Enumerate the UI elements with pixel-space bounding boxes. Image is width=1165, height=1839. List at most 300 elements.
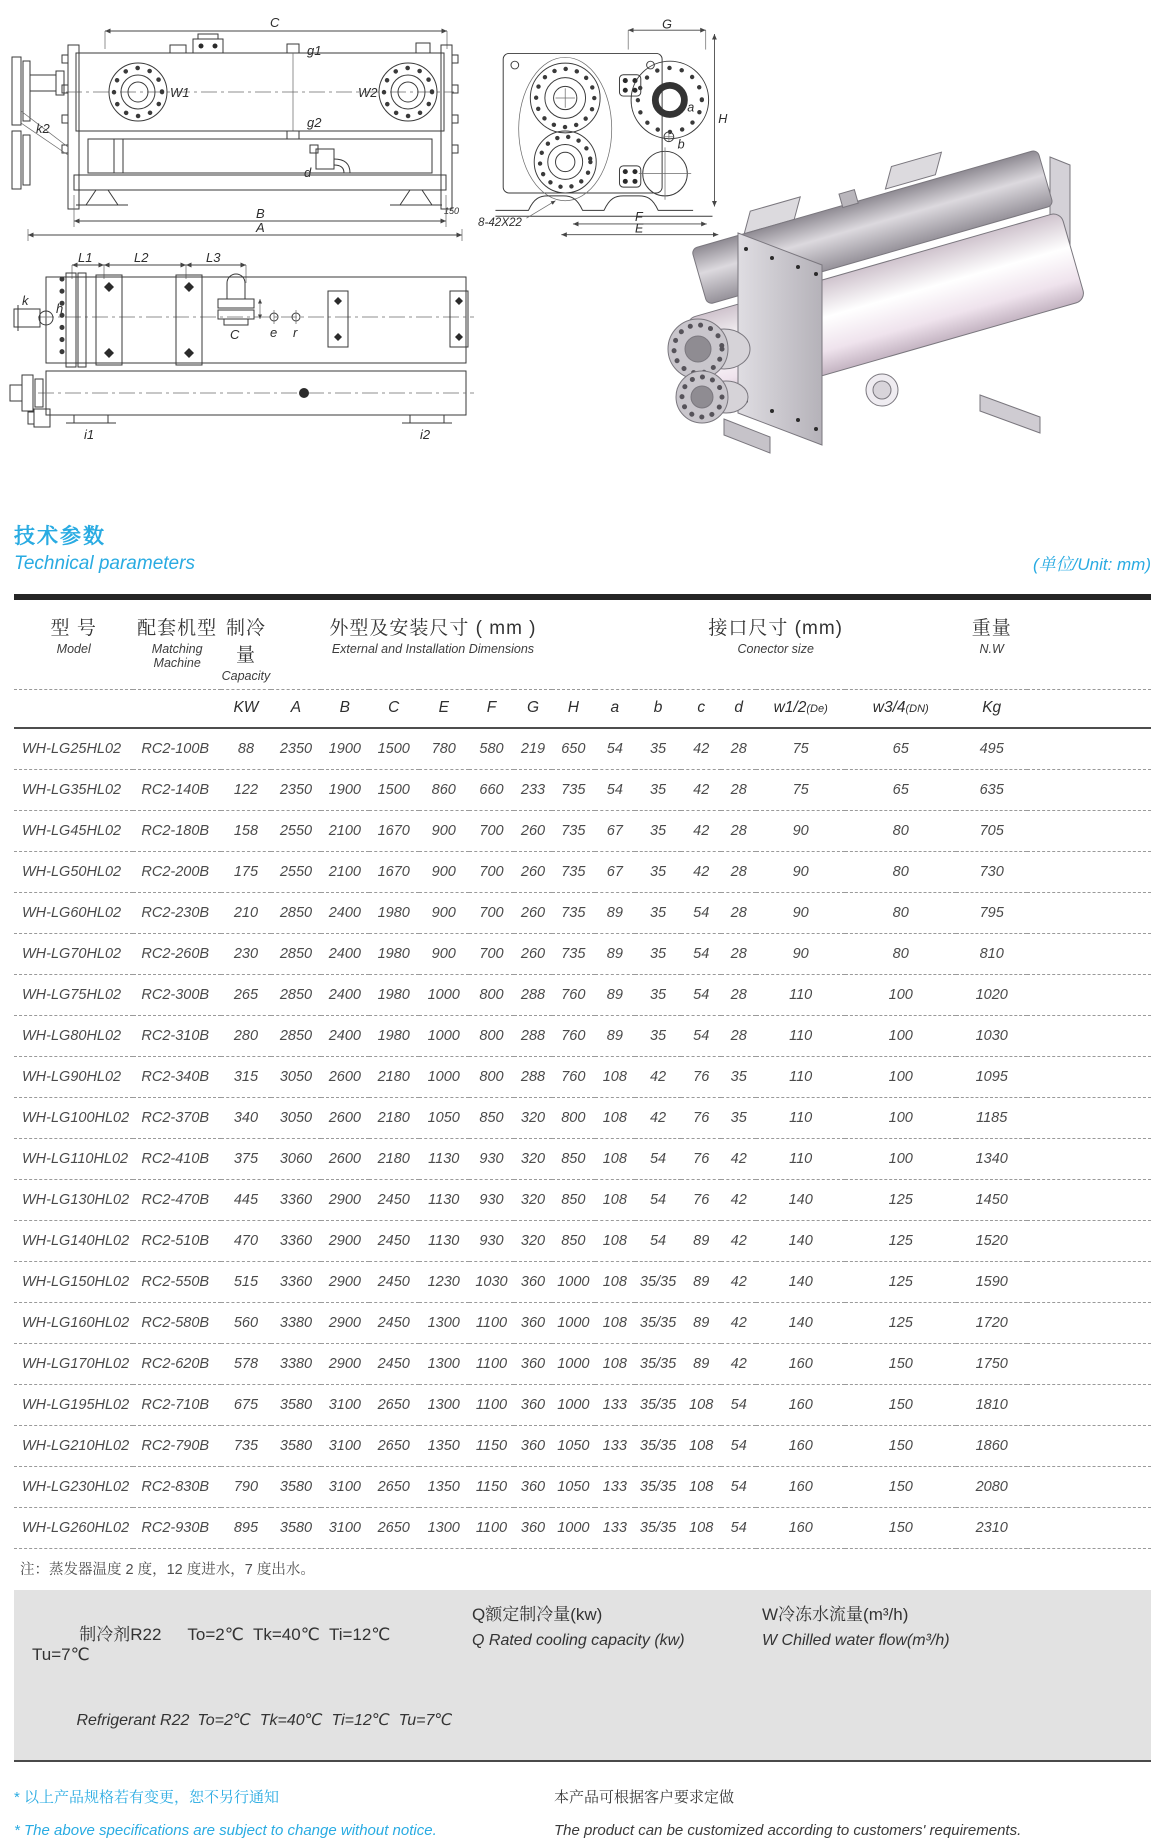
value-cell: 89 [595, 975, 635, 1016]
value-cell: 110 [756, 1057, 845, 1098]
value-cell: 360 [514, 1385, 552, 1426]
value-cell: 108 [595, 1098, 635, 1139]
filler-cell [1027, 1426, 1151, 1467]
value-cell: 2850 [271, 975, 321, 1016]
value-cell: 1900 [321, 728, 369, 770]
value-cell: 2400 [321, 893, 369, 934]
table-row [14, 934, 1151, 975]
value-cell: 140 [756, 1303, 845, 1344]
value-cell: 133 [595, 1385, 635, 1426]
header-dimensions [271, 600, 595, 690]
value-cell: 1020 [956, 975, 1026, 1016]
table-row [14, 1385, 1151, 1426]
unit-w34: w3/4(DN) [845, 690, 956, 729]
value-cell: 100 [845, 1139, 956, 1180]
value-cell: 760 [552, 1057, 595, 1098]
filler-cell [1027, 1016, 1151, 1057]
value-cell: 140 [756, 1180, 845, 1221]
model-cell: WH-LG230HL02 [14, 1467, 133, 1508]
value-cell: 35/35 [635, 1303, 682, 1344]
dim-label-k: k [22, 293, 29, 308]
table-row [14, 852, 1151, 893]
technical-drawings [8, 15, 1158, 455]
value-cell: 133 [595, 1508, 635, 1549]
value-cell: 700 [469, 852, 514, 893]
filler-cell [1027, 852, 1151, 893]
section-title-zh: 技术参数 [14, 525, 106, 548]
value-cell: 1980 [369, 893, 419, 934]
header-connector-en: Conector size [737, 642, 814, 656]
unit-A: A [271, 690, 321, 729]
filler-cell [1027, 893, 1151, 934]
footnote-right-en: The product can be customized according to customers' requirements. [554, 1822, 1022, 1839]
refrigerant-en: Refrigerant R22 [76, 1712, 190, 1730]
value-cell: 35/35 [635, 1467, 682, 1508]
spec-table [14, 600, 1151, 1549]
table-row [14, 1221, 1151, 1262]
header-model [14, 600, 133, 690]
value-cell: 54 [681, 1016, 721, 1057]
value-cell: 90 [756, 934, 845, 975]
value-cell: 42 [681, 770, 721, 811]
unit-w12: w1/2(De) [756, 690, 845, 729]
value-cell: 54 [635, 1139, 682, 1180]
dim-label-b: B [256, 206, 265, 221]
value-cell: 67 [595, 852, 635, 893]
value-cell: 700 [469, 893, 514, 934]
header-model-en: Model [56, 642, 91, 656]
unit-G: G [514, 690, 552, 729]
value-cell: 35/35 [635, 1344, 682, 1385]
value-cell: RC2-830B [133, 1467, 221, 1508]
filler-cell [1027, 934, 1151, 975]
dim-label-c: C [270, 15, 280, 30]
value-cell: 515 [221, 1262, 271, 1303]
value-cell: 89 [595, 934, 635, 975]
legend-w-en: W Chilled water flow(m³/h) [762, 1632, 950, 1650]
value-cell: 35 [635, 728, 682, 770]
value-cell: 760 [552, 975, 595, 1016]
table-row [14, 728, 1151, 770]
table-row [14, 1057, 1151, 1098]
header-filler [1027, 600, 1151, 690]
dim-label-g2: g2 [307, 115, 322, 130]
model-cell: WH-LG110HL02 [14, 1139, 133, 1180]
unit-empty [14, 690, 133, 729]
value-cell: 495 [956, 728, 1026, 770]
unit-empty [133, 690, 221, 729]
value-cell: 3050 [271, 1057, 321, 1098]
value-cell: 260 [514, 934, 552, 975]
value-cell: 280 [221, 1016, 271, 1057]
footnote-right [554, 1786, 1151, 1839]
value-cell: 2400 [321, 934, 369, 975]
value-cell: 1000 [419, 1057, 469, 1098]
value-cell: 800 [469, 1057, 514, 1098]
value-cell: 230 [221, 934, 271, 975]
value-cell: 42 [721, 1303, 756, 1344]
value-cell: 76 [681, 1139, 721, 1180]
value-cell: 160 [756, 1426, 845, 1467]
value-cell: RC2-140B [133, 770, 221, 811]
value-cell: 89 [681, 1344, 721, 1385]
value-cell: 635 [956, 770, 1026, 811]
value-cell: 735 [552, 934, 595, 975]
value-cell: 160 [756, 1385, 845, 1426]
value-cell: 100 [845, 1016, 956, 1057]
spec-table-section [14, 594, 1151, 1839]
value-cell: 3100 [321, 1426, 369, 1467]
value-cell: 108 [595, 1303, 635, 1344]
refrigerant-zh: 制冷剂R22 [79, 1625, 162, 1645]
value-cell: 2180 [369, 1139, 419, 1180]
value-cell: 28 [721, 975, 756, 1016]
legend-w [744, 1600, 1151, 1748]
value-cell: 700 [469, 934, 514, 975]
value-cell: 850 [552, 1221, 595, 1262]
dim-label-c-valve: C [230, 327, 240, 342]
table-row [14, 1262, 1151, 1303]
value-cell: 42 [635, 1057, 682, 1098]
value-cell: 140 [756, 1262, 845, 1303]
dim-label-foot: 150 [444, 206, 460, 216]
value-cell: RC2-790B [133, 1426, 221, 1467]
value-cell: 28 [721, 770, 756, 811]
value-cell: 2450 [369, 1180, 419, 1221]
value-cell: 3100 [321, 1467, 369, 1508]
dim-label-e: E [634, 221, 644, 236]
value-cell: 28 [721, 934, 756, 975]
header-dimensions-en: External and Installation Dimensions [331, 642, 535, 656]
value-cell: 35 [721, 1098, 756, 1139]
value-cell: 1300 [419, 1385, 469, 1426]
value-cell: RC2-370B [133, 1098, 221, 1139]
value-cell: 730 [956, 852, 1026, 893]
value-cell: 735 [221, 1426, 271, 1467]
filler-cell [1027, 770, 1151, 811]
value-cell: 89 [595, 893, 635, 934]
value-cell: 54 [595, 728, 635, 770]
value-cell: 54 [721, 1508, 756, 1549]
value-cell: 2650 [369, 1385, 419, 1426]
value-cell: 260 [514, 893, 552, 934]
value-cell: 1230 [419, 1262, 469, 1303]
value-cell: 2900 [321, 1221, 369, 1262]
value-cell: 1130 [419, 1221, 469, 1262]
value-cell: 2600 [321, 1057, 369, 1098]
product-3d-render [620, 143, 1070, 458]
value-cell: 560 [221, 1303, 271, 1344]
value-cell: 790 [221, 1467, 271, 1508]
header-weight-en: N.W [979, 642, 1004, 656]
value-cell: 100 [845, 1098, 956, 1139]
value-cell: 80 [845, 811, 956, 852]
unit-F: F [469, 690, 514, 729]
value-cell: 110 [756, 975, 845, 1016]
value-cell: 42 [721, 1139, 756, 1180]
filler-cell [1027, 1221, 1151, 1262]
model-cell: WH-LG140HL02 [14, 1221, 133, 1262]
value-cell: 42 [681, 811, 721, 852]
header-capacity [221, 600, 271, 690]
header-matching [133, 600, 221, 690]
value-cell: 1350 [419, 1467, 469, 1508]
value-cell: 2650 [369, 1426, 419, 1467]
dim-label-r-port: r [293, 325, 298, 340]
filler-cell [1027, 811, 1151, 852]
value-cell: 89 [681, 1303, 721, 1344]
value-cell: 1860 [956, 1426, 1026, 1467]
legend-conditions [14, 1600, 454, 1748]
value-cell: 705 [956, 811, 1026, 852]
value-cell: 1980 [369, 1016, 419, 1057]
table-header-row [14, 600, 1151, 690]
value-cell: 1350 [419, 1426, 469, 1467]
value-cell: 1000 [419, 975, 469, 1016]
value-cell: 65 [845, 728, 956, 770]
value-cell: RC2-340B [133, 1057, 221, 1098]
value-cell: 2080 [956, 1467, 1026, 1508]
value-cell: 42 [681, 728, 721, 770]
value-cell: 35 [635, 770, 682, 811]
value-cell: 35 [635, 811, 682, 852]
value-cell: 110 [756, 1016, 845, 1057]
footnote-right-zh: 本产品可根据客户要求定做 [554, 1789, 735, 1807]
value-cell: 3360 [271, 1180, 321, 1221]
value-cell: 125 [845, 1221, 956, 1262]
filler-cell [1027, 1344, 1151, 1385]
value-cell: 1100 [469, 1385, 514, 1426]
model-cell: WH-LG25HL02 [14, 728, 133, 770]
value-cell: 89 [595, 1016, 635, 1057]
value-cell: 2850 [271, 1016, 321, 1057]
value-cell: 700 [469, 811, 514, 852]
value-cell: 810 [956, 934, 1026, 975]
unit-row [14, 690, 1151, 729]
unit-empty [1027, 690, 1151, 729]
value-cell: 3050 [271, 1098, 321, 1139]
table-row [14, 1139, 1151, 1180]
legend-band [14, 1590, 1151, 1762]
value-cell: 35 [721, 1057, 756, 1098]
value-cell: 89 [681, 1221, 721, 1262]
value-cell: 930 [469, 1180, 514, 1221]
value-cell: 2350 [271, 728, 321, 770]
value-cell: 1000 [552, 1303, 595, 1344]
value-cell: RC2-410B [133, 1139, 221, 1180]
value-cell: 2900 [321, 1303, 369, 1344]
value-cell: 158 [221, 811, 271, 852]
value-cell: 1050 [419, 1098, 469, 1139]
value-cell: 3580 [271, 1385, 321, 1426]
value-cell: 150 [845, 1467, 956, 1508]
value-cell: 108 [595, 1262, 635, 1303]
value-cell: 3100 [321, 1385, 369, 1426]
value-cell: RC2-550B [133, 1262, 221, 1303]
model-cell: WH-LG195HL02 [14, 1385, 133, 1426]
footnote-left-en: * The above specifications are subject to change without notice. [14, 1822, 437, 1839]
model-cell: WH-LG150HL02 [14, 1262, 133, 1303]
value-cell: 1590 [956, 1262, 1026, 1303]
value-cell: 1100 [469, 1508, 514, 1549]
value-cell: 675 [221, 1385, 271, 1426]
value-cell: 2450 [369, 1262, 419, 1303]
unit-label: (单位/Unit: mm) [1032, 555, 1151, 574]
value-cell: 42 [721, 1180, 756, 1221]
value-cell: 54 [635, 1180, 682, 1221]
value-cell: 2900 [321, 1344, 369, 1385]
filler-cell [1027, 1139, 1151, 1180]
value-cell: 930 [469, 1221, 514, 1262]
model-cell: WH-LG130HL02 [14, 1180, 133, 1221]
model-cell: WH-LG210HL02 [14, 1426, 133, 1467]
value-cell: 2180 [369, 1057, 419, 1098]
value-cell: 1100 [469, 1303, 514, 1344]
header-connector-zh: 接口尺寸 (mm) [708, 618, 843, 639]
dim-label-h: H [718, 112, 728, 127]
value-cell: RC2-100B [133, 728, 221, 770]
value-cell: 35 [635, 975, 682, 1016]
value-cell: 122 [221, 770, 271, 811]
value-cell: 108 [681, 1467, 721, 1508]
table-row [14, 893, 1151, 934]
value-cell: 578 [221, 1344, 271, 1385]
value-cell: 42 [721, 1262, 756, 1303]
value-cell: 54 [635, 1221, 682, 1262]
value-cell: 42 [721, 1344, 756, 1385]
value-cell: RC2-180B [133, 811, 221, 852]
value-cell: 735 [552, 893, 595, 934]
value-cell: 2400 [321, 1016, 369, 1057]
value-cell: 108 [681, 1385, 721, 1426]
value-cell: 320 [514, 1098, 552, 1139]
value-cell: RC2-930B [133, 1508, 221, 1549]
value-cell: 360 [514, 1303, 552, 1344]
filler-cell [1027, 728, 1151, 770]
table-row [14, 1180, 1151, 1221]
value-cell: 735 [552, 852, 595, 893]
value-cell: 320 [514, 1139, 552, 1180]
value-cell: 35/35 [635, 1426, 682, 1467]
value-cell: 42 [681, 852, 721, 893]
value-cell: 35/35 [635, 1508, 682, 1549]
value-cell: 2450 [369, 1221, 419, 1262]
value-cell: 288 [514, 975, 552, 1016]
value-cell: 260 [514, 811, 552, 852]
value-cell: 76 [681, 1180, 721, 1221]
value-cell: 1050 [552, 1426, 595, 1467]
value-cell: RC2-710B [133, 1385, 221, 1426]
dim-label-i2: i2 [420, 427, 431, 442]
value-cell: 795 [956, 893, 1026, 934]
value-cell: RC2-620B [133, 1344, 221, 1385]
footnote-left [14, 1786, 554, 1839]
value-cell: 160 [756, 1467, 845, 1508]
legend-conditions-zh [32, 1600, 454, 1685]
value-cell: 160 [756, 1344, 845, 1385]
value-cell: 150 [845, 1508, 956, 1549]
value-cell: 360 [514, 1344, 552, 1385]
value-cell: 28 [721, 852, 756, 893]
table-row [14, 1344, 1151, 1385]
value-cell: 1030 [469, 1262, 514, 1303]
value-cell: 2450 [369, 1344, 419, 1385]
legend-q [454, 1600, 744, 1748]
value-cell: 1520 [956, 1221, 1026, 1262]
dim-label-d: d [304, 165, 312, 180]
unit-b: b [635, 690, 682, 729]
value-cell: 320 [514, 1180, 552, 1221]
value-cell: 360 [514, 1508, 552, 1549]
value-cell: 90 [756, 893, 845, 934]
unit-kw: KW [221, 690, 271, 729]
value-cell: 150 [845, 1426, 956, 1467]
value-cell: 2550 [271, 811, 321, 852]
top-view-linework [10, 250, 474, 442]
filler-cell [1027, 1467, 1151, 1508]
value-cell: 1670 [369, 852, 419, 893]
value-cell: 850 [469, 1098, 514, 1139]
value-cell: 860 [419, 770, 469, 811]
header-matching-zh: 配套机型 [137, 618, 218, 639]
dim-label-w2: W2 [358, 85, 378, 100]
unit-H: H [552, 690, 595, 729]
table-row [14, 975, 1151, 1016]
value-cell: 470 [221, 1221, 271, 1262]
value-cell: 1130 [419, 1180, 469, 1221]
value-cell: 100 [845, 975, 956, 1016]
dim-label-a-port: a [687, 100, 695, 115]
value-cell: 133 [595, 1467, 635, 1508]
legend-q-zh: Q额定制冷量(kw) [472, 1605, 603, 1625]
value-cell: 3380 [271, 1303, 321, 1344]
model-cell: WH-LG60HL02 [14, 893, 133, 934]
filler-cell [1027, 1057, 1151, 1098]
value-cell: 108 [595, 1139, 635, 1180]
dim-label-w1: W1 [170, 85, 190, 100]
unit-B: B [321, 690, 369, 729]
filler-cell [1027, 1098, 1151, 1139]
value-cell: 35/35 [635, 1385, 682, 1426]
value-cell: 35/35 [635, 1262, 682, 1303]
section-title-en: Technical parameters [14, 553, 195, 574]
value-cell: 850 [552, 1139, 595, 1180]
value-cell: 108 [595, 1221, 635, 1262]
model-cell: WH-LG100HL02 [14, 1098, 133, 1139]
value-cell: 28 [721, 728, 756, 770]
table-row [14, 1016, 1151, 1057]
value-cell: 260 [514, 852, 552, 893]
footnote-left-zh: * 以上产品规格若有变更，恕不另行通知 [14, 1789, 280, 1807]
value-cell: 1150 [469, 1426, 514, 1467]
unit-c: c [681, 690, 721, 729]
filler-cell [1027, 975, 1151, 1016]
model-cell: WH-LG50HL02 [14, 852, 133, 893]
value-cell: 35 [635, 1016, 682, 1057]
side-view-linework [12, 15, 462, 241]
filler-cell [1027, 1262, 1151, 1303]
value-cell: RC2-230B [133, 893, 221, 934]
value-cell: 2100 [321, 811, 369, 852]
value-cell: 54 [721, 1426, 756, 1467]
value-cell: 150 [845, 1385, 956, 1426]
value-cell: 35 [635, 893, 682, 934]
value-cell: 780 [419, 728, 469, 770]
value-cell: 54 [681, 975, 721, 1016]
value-cell: 233 [514, 770, 552, 811]
model-cell: WH-LG160HL02 [14, 1303, 133, 1344]
value-cell: 1750 [956, 1344, 1026, 1385]
